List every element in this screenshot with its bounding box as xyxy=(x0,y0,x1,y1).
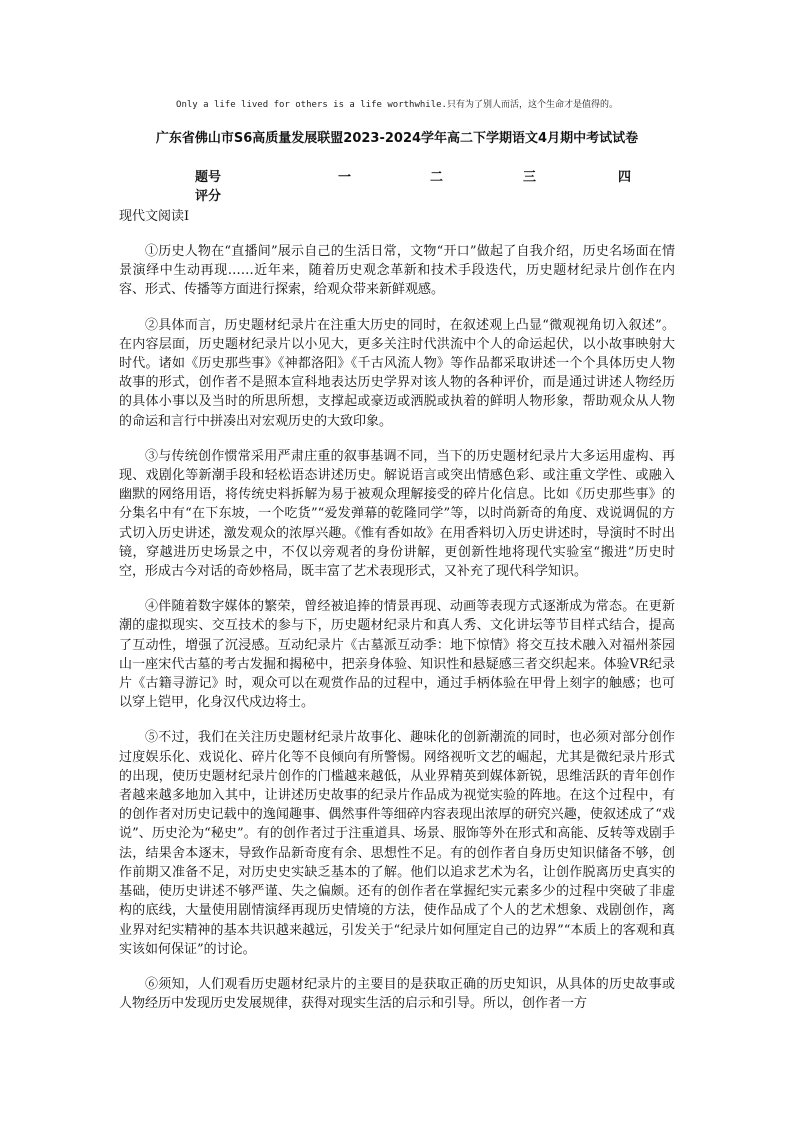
paragraph-2: ②具体而言，历史题材纪录片在注重大历史的同时，在叙述观上凸显“微观视角切入叙述”。在内容层面，历史题材纪录片以小见大，更多关注时代洪流中个人的命运起伏，以小故事映射大时代。诸如《历史那些事》《神都洛阳》《千古风流人物》等作品都采取讲述一个个具体历史人物故事的形式，创作者不是照本宣科地表达历史学界对该人物的各种评价，而是通过讲述人物经历的具体小事以及当时的所思所想，支撑起或豪迈或洒脱或执着的鲜明人物形象，帮助观众从人物的命运和言行中拼凑出对宏观历史的大致印象。 xyxy=(119,317,675,429)
paragraph-5: ⑤不过，我们在关注历史题材纪录片故事化、趣味化的创新潮流的同时，也必须对部分创作过度娱乐化、戏说化、碎片化等不良倾向有所警惕。网络视听文艺的崛起，尤其是微纪录片形式的出现，使历史题材纪录片创作的门槛越来越低，从业界精英到媒体新锐，思维活跃的青年创作者越来越多地加入其中，让讲述历史故事的纪录片作品成为视觉实验的阵地。在这个过程中，有的创作者对历史记载中的逸闻趣事、偶然事件等细碎内容表现出浓厚的研究兴趣，使叙述成了“戏说”、历史沦为“秘史”。有的创作者过于注重道具、场景、服饰等外在形式和高能、反转等戏剧手法，结果舍本逐末，导致作品新奇度有余、思想性不足。有的创作者自身历史知识储备不够，创作前期又准备不足，对历史史实缺乏基本的了解。他们以追求艺术为名，让创作脱离历史真实的基础，使历史讲述不够严谨、失之偏颇。还有的创作者在掌握纪实元素多少的过程中突破了非虚构的底线，大量使用剧情演绎再现历史情境的方法，使作品成了个人的艺术想象、戏剧创作，离业界对纪实精神的基本共识越来越远，引发关于“纪录片如何厘定自己的边界”“本质上的客观和真实该如何保证”的讨论。 xyxy=(119,730,675,957)
score-label: 评分 xyxy=(195,189,222,204)
page-title: 广东省佛山市S6高质量发展联盟2023-2024学年高二下学期语文4月期中考试试卷 xyxy=(155,131,639,146)
header-motto: Only a life lived for others is a life worthwhile.只有为了别人而活，这个生命才是值得的。 xyxy=(176,100,618,110)
paragraph-4: ④伴随着数字媒体的繁荣，曾经被追捧的情景再现、动画等表现方式逐渐成为常态。在更新潮的虚拟现实、交互技术的参与下，历史题材纪录片和真人秀、文化讲坛等节目样式结合，提高了互动性，增强了沉浸感。互动纪录片《古墓派互动季：地下惊情》将交互技术融入对福州茶园山一座宋代古墓的考古发掘和揭秘中，把亲身体验、知识性和悬疑感三者交织起来。体验VR纪录片《古籍寻游记》时，观众可以在观赏作品的过程中，通过手柄体验在甲骨上刻字的触感；也可以穿上铠甲，化身汉代戍边将士。 xyxy=(119,599,675,711)
paragraph-6: ⑥须知，人们观看历史题材纪录片的主要目的是获取正确的历史知识，从具体的历史故事或人物经历中发现历史发展规律，获得对现实生活的启示和引导。所以，创作者一方 xyxy=(119,976,675,1012)
column-two: 二 xyxy=(430,170,444,185)
paragraph-3: ③与传统创作惯常采用严肃庄重的叙事基调不同，当下的历史题材纪录片大多运用虚构、再现、戏剧化等新潮手段和轻松语态讲述历史。解说语言或突出情感色彩、或注重文学性、或融入幽默的网络用语，将传统史料拆解为易于被观众理解接受的碎片化信息。比如《历史那些事》的分集名中有“在下东坡，一个吃货”“爱发弹幕的乾隆同学”等，以时尚新奇的角度、戏说调侃的方式切入历史讲述，激发观众的浓厚兴趣。《惟有香如故》在用香料切入历史讲述时，导演时不时出镜，穿越进历史场景之中，不仅以旁观者的身份讲解，更创新性地将现代实验室“搬进”历史时空，形成古今对话的奇妙格局，既丰富了艺术表现形式，又补充了现代科学知识。 xyxy=(119,448,675,580)
score-table-score-row xyxy=(170,185,690,204)
column-three: 三 xyxy=(523,170,537,185)
section-title: 现代文阅读Ⅰ xyxy=(119,209,190,224)
paragraph-1: ①历史人物在“直播间”展示自己的生活日常，文物“开口”做起了自我介绍，历史名场面在情景演绎中生动再现……近年来，随着历史观念革新和技术手段迭代，历史题材纪录片创作在内容、形式、传播等方面进行探索，给观众带来新鲜观感。 xyxy=(119,244,675,298)
article-body xyxy=(119,242,675,1029)
score-table-header-row xyxy=(170,166,690,185)
column-one: 一 xyxy=(338,170,352,185)
score-table xyxy=(170,166,690,204)
question-number-label: 题号 xyxy=(195,170,222,185)
column-four: 四 xyxy=(618,170,632,185)
